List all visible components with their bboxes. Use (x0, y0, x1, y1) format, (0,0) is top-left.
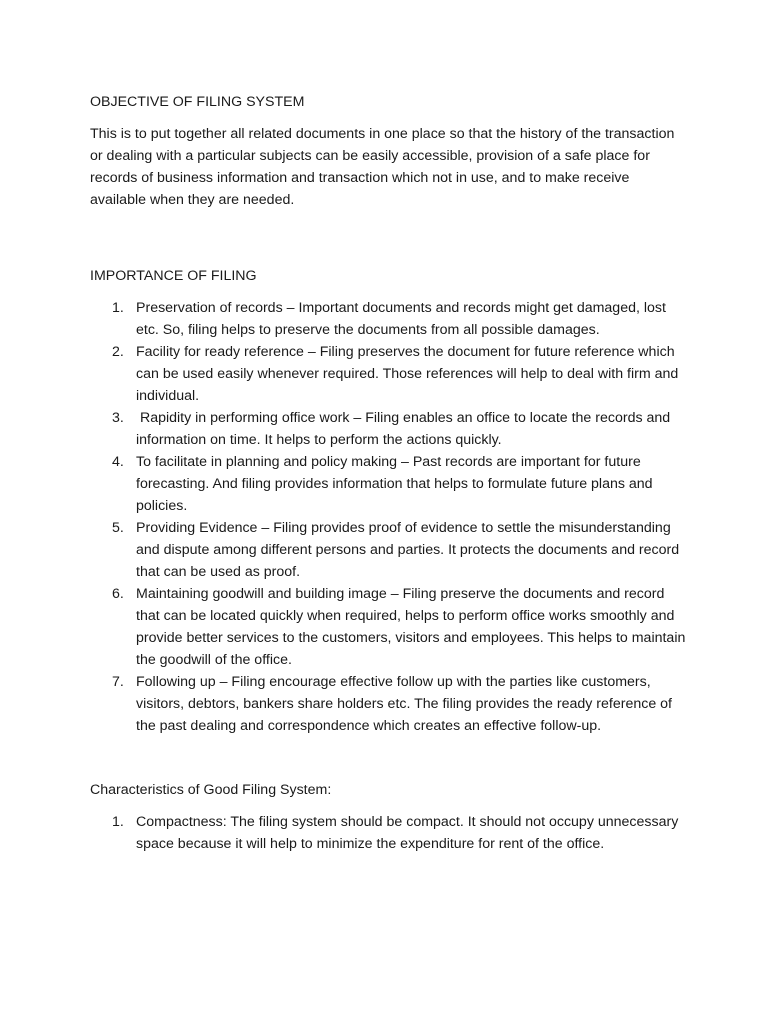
list-item (90, 583, 688, 671)
list-item-number: 1. (112, 814, 124, 830)
list-item-number: 2. (112, 344, 124, 360)
section-objective (90, 91, 688, 211)
list-item (90, 341, 688, 407)
list-item (90, 451, 688, 517)
list-item-number: 1. (112, 300, 124, 316)
list-item-number: 7. (112, 674, 124, 690)
list-item-number: 3. (112, 410, 124, 426)
list-item (90, 407, 688, 451)
section-importance (90, 265, 688, 737)
list-item-text: Compactness: The filing system should be compact. It should not occupy unnecessary space because it will help to minimize the expenditure for rent of the office. (136, 814, 679, 852)
section-characteristics (90, 779, 688, 855)
list-item (90, 517, 688, 583)
importance-list (90, 297, 688, 737)
list-item-text: Rapidity in performing office work – Filing enables an office to locate the records and information on time. It helps to perform the actions quickly. (136, 410, 675, 448)
list-item-text: Facility for ready reference – Filing preserves the document for future reference which can be used easily whenever required. Those references will help to deal with firm and individual. (136, 344, 679, 404)
paragraph-objective: This is to put together all related documents in one place so that the history of the transaction or dealing with a particular subjects can be easily accessible, provision of a safe place for records of business information and transaction which not in use, and to make receive available when they are needed. (90, 126, 675, 208)
list-item (90, 811, 688, 855)
list-item-text: Following up – Filing encourage effective follow up with the parties like customers, visitors, debtors, bankers share holders etc. The filing provides the ready reference of the past dealing and correspondence which creates an effective follow-up. (136, 674, 672, 734)
section-heading-importance: IMPORTANCE OF FILING (90, 268, 257, 284)
document-body (90, 91, 688, 855)
list-item (90, 297, 688, 341)
list-item-number: 4. (112, 454, 124, 470)
list-item-text: Providing Evidence – Filing provides proof of evidence to settle the misunderstanding and dispute among different persons and parties. It protects the documents and record that can be used as proof. (136, 520, 680, 580)
list-item-text: To facilitate in planning and policy making – Past records are important for future forecasting. And filing provides information that helps to formulate future plans and policies. (136, 454, 653, 514)
list-item-number: 5. (112, 520, 124, 536)
list-item (90, 671, 688, 737)
list-item-text: Preservation of records – Important documents and records might get damaged, lost etc. So, filing helps to preserve the documents from all possible damages. (136, 300, 666, 338)
section-heading-objective: OBJECTIVE OF FILING SYSTEM (90, 94, 305, 110)
characteristics-list (90, 811, 688, 855)
section-heading-characteristics: Characteristics of Good Filing System: (90, 782, 332, 798)
list-item-text: Maintaining goodwill and building image – Filing preserve the documents and record that can be located quickly when required, helps to perform office works smoothly and provide better services to the customers, visitors and employees. This helps to maintain the goodwill of the office. (136, 586, 686, 668)
list-item-number: 6. (112, 586, 124, 602)
